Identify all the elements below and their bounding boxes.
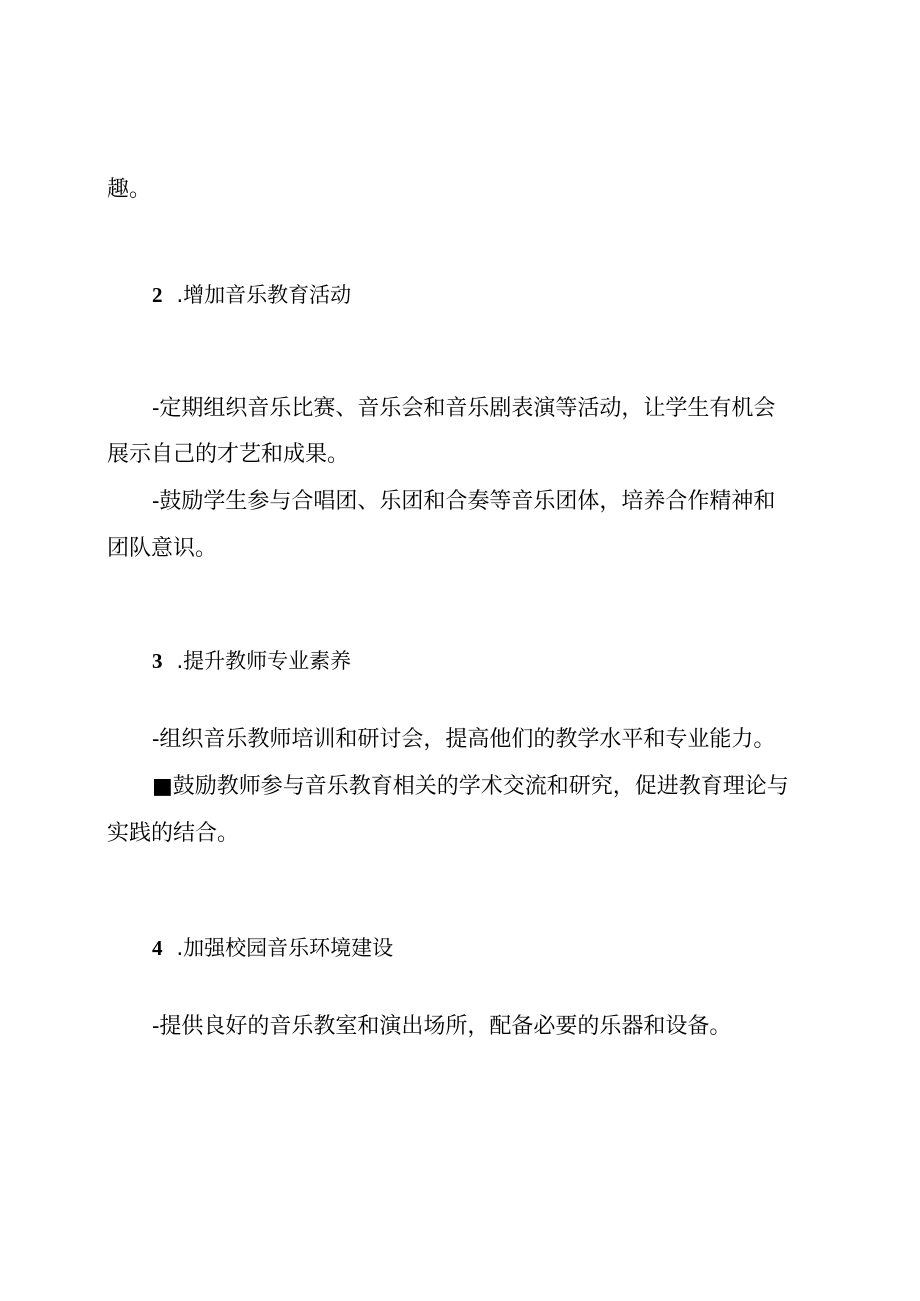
section-4-heading: [152, 933, 393, 963]
section-3-para-2-line-1: ■鼓励教师参与音乐教育相关的学术交流和研究，促进教育理论与: [152, 774, 789, 799]
section-4-number: 4: [152, 936, 163, 960]
section-3-title: .提升教师专业素养: [176, 649, 352, 673]
section-2-heading: [152, 280, 351, 310]
section-2-number: 2: [152, 283, 163, 307]
section-3-para-1-line-1: -组织音乐教师培训和研讨会，提高他们的教学水平和专业能力。: [152, 727, 776, 752]
section-4-title: .加强校园音乐环境建设: [176, 936, 394, 960]
section-2-para-1-line-1: -定期组织音乐比赛、音乐会和音乐剧表演等活动，让学生有机会: [152, 396, 776, 421]
section-3-heading: [152, 646, 351, 676]
section-2-para-1-line-2: 展示自己的才艺和成果。: [107, 442, 350, 467]
section-4-para-1-line-1: -提供良好的音乐教室和演出场所，配备必要的乐器和设备。: [152, 1014, 732, 1039]
section-3-number: 3: [152, 649, 163, 673]
section-2-para-2-line-1: -鼓励学生参与合唱团、乐团和合奏等音乐团体，培养合作精神和: [152, 489, 776, 514]
intro-tail-text: 趣。: [107, 177, 152, 202]
section-2-para-2-line-2: 团队意识。: [107, 536, 218, 561]
section-3-para-2-line-2: 实践的结合。: [107, 821, 240, 846]
section-2-title: .增加音乐教育活动: [176, 283, 352, 307]
